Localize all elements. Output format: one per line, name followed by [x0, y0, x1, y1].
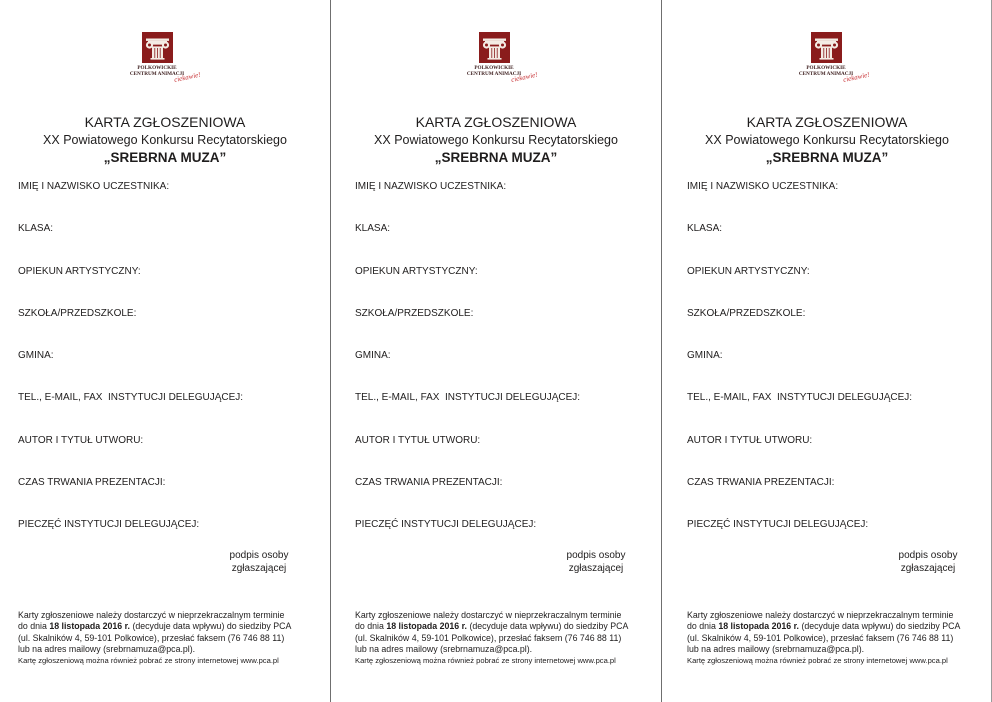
field-label-institution-stamp: PIECZĘĆ INSTYTUCJI DELEGUJĄCEJ:: [687, 519, 869, 530]
contest-subtitle: XX Powiatowego Konkursu Recytatorskiego: [374, 133, 618, 147]
field-label-class: KLASA:: [687, 223, 723, 235]
field-label-participant-name: IMIĘ I NAZWISKO UCZESTNIKA:: [355, 181, 507, 192]
field-label-art-tutor: OPIEKUN ARTYSTYCZNY:: [687, 265, 810, 277]
signature-line-2: zgłaszającej: [568, 563, 624, 574]
logo-slogan: ciekawie!: [173, 70, 202, 84]
instructions-line: (ul. Skalników 4, 59-101 Polkowice), przesłać faksem (76 746 88 11): [18, 632, 285, 643]
instructions-line: (ul. Skalników 4, 59-101 Polkowice), przesłać faksem (76 746 88 11): [355, 632, 622, 643]
instructions-line: lub na adres mailowy (srebrnamuza@pca.pl).: [355, 643, 533, 654]
download-note: Kartę zgłoszeniową można również pobrać ze strony internetowej www.pca.pl: [18, 656, 279, 665]
deadline-prefix: do dnia: [687, 621, 719, 632]
field-label-municipality: GMINA:: [687, 350, 723, 361]
logo-name-line-1: POLKOWICKIE: [137, 65, 177, 71]
field-label-participant-name: IMIĘ I NAZWISKO UCZESTNIKA:: [18, 181, 170, 192]
field-label-municipality: GMINA:: [355, 350, 391, 361]
organization-logo: [117, 32, 202, 90]
organization-logo: [786, 32, 871, 90]
instructions-line: (ul. Skalników 4, 59-101 Polkowice), przesłać faksem (76 746 88 11): [687, 632, 954, 643]
download-note: Kartę zgłoszeniową można również pobrać ze strony internetowej www.pca.pl: [687, 656, 948, 665]
field-label-duration: CZAS TRWANIA PREZENTACJI:: [355, 476, 503, 488]
instructions-line-deadline: [687, 621, 960, 632]
instructions-line: lub na adres mailowy (srebrnamuza@pca.pl).: [687, 643, 865, 654]
logo-name-line-2: CENTRUM ANIMACJI: [466, 71, 522, 77]
signature-label: [892, 549, 964, 575]
signature-label: [223, 549, 295, 575]
logo-name-line-2: CENTRUM ANIMACJI: [129, 71, 185, 77]
field-label-school: SZKOŁA/PRZEDSZKOLE:: [355, 307, 474, 319]
instructions-line-deadline: [18, 621, 291, 632]
field-label-author-and-title: AUTOR I TYTUŁ UTWORU:: [355, 434, 481, 446]
submission-instructions: [18, 610, 291, 666]
form-title: KARTA ZGŁOSZENIOWA: [415, 114, 577, 130]
form-fields: [687, 181, 912, 561]
deadline-prefix: do dnia: [355, 621, 387, 632]
instructions-line: Karty zgłoszeniowe należy dostarczyć w nieprzekraczalnym terminie: [687, 610, 954, 620]
field-label-duration: CZAS TRWANIA PREZENTACJI:: [687, 476, 835, 488]
deadline-suffix: (decyduje data wpływu) do siedziby PCA: [130, 621, 292, 632]
field-label-class: KLASA:: [18, 223, 54, 235]
form-fields: [18, 181, 243, 561]
contest-name: „SREBRNA MUZA”: [765, 150, 889, 165]
deadline-date: 18 listopada 2016 r.: [386, 621, 467, 632]
field-label-author-and-title: AUTOR I TYTUŁ UTWORU:: [18, 434, 144, 446]
instructions-line: Karty zgłoszeniowe należy dostarczyć w nieprzekraczalnym terminie: [18, 610, 285, 620]
submission-instructions: [687, 610, 960, 666]
field-label-institution-contact: TEL., E-MAIL, FAX INSTYTUCJI DELEGUJĄCEJ:: [687, 392, 913, 404]
field-label-institution-stamp: PIECZĘĆ INSTYTUCJI DELEGUJĄCEJ:: [18, 519, 200, 530]
signature-line-2: zgłaszającej: [231, 563, 287, 574]
form-title: KARTA ZGŁOSZENIOWA: [84, 114, 246, 130]
instructions-line: lub na adres mailowy (srebrnamuza@pca.pl).: [18, 643, 196, 654]
form-title: KARTA ZGŁOSZENIOWA: [746, 114, 908, 130]
registration-form-card: [0, 0, 330, 702]
field-label-art-tutor: OPIEKUN ARTYSTYCZNY:: [18, 265, 141, 277]
logo-slogan: ciekawie!: [842, 70, 871, 84]
signature-label: [560, 549, 632, 575]
field-label-class: KLASA:: [355, 223, 391, 235]
deadline-date: 18 listopada 2016 r.: [49, 621, 130, 632]
field-label-school: SZKOŁA/PRZEDSZKOLE:: [18, 307, 137, 319]
instructions-line: Karty zgłoszeniowe należy dostarczyć w nieprzekraczalnym terminie: [355, 610, 622, 620]
logo-name-line-1: POLKOWICKIE: [474, 65, 514, 71]
registration-form-card: [662, 0, 992, 702]
field-label-author-and-title: AUTOR I TYTUŁ UTWORU:: [687, 434, 813, 446]
submission-instructions: [355, 610, 628, 666]
ionic-column-capital-icon: [142, 32, 173, 63]
field-label-participant-name: IMIĘ I NAZWISKO UCZESTNIKA:: [687, 181, 839, 192]
contest-name: „SREBRNA MUZA”: [103, 150, 227, 165]
signature-line-2: zgłaszającej: [900, 563, 956, 574]
field-label-institution-stamp: PIECZĘĆ INSTYTUCJI DELEGUJĄCEJ:: [355, 519, 537, 530]
field-label-municipality: GMINA:: [18, 350, 54, 361]
signature-line-1: podpis osoby: [229, 550, 289, 561]
field-label-duration: CZAS TRWANIA PREZENTACJI:: [18, 476, 166, 488]
deadline-prefix: do dnia: [18, 621, 50, 632]
logo-name-line-2: CENTRUM ANIMACJI: [798, 71, 854, 77]
signature-line-1: podpis osoby: [898, 550, 958, 561]
logo-slogan: ciekawie!: [510, 70, 539, 84]
registration-form-card: [331, 0, 661, 702]
deadline-suffix: (decyduje data wpływu) do siedziby PCA: [467, 621, 629, 632]
instructions-line-deadline: [355, 621, 628, 632]
deadline-suffix: (decyduje data wpływu) do siedziby PCA: [799, 621, 961, 632]
field-label-institution-contact: TEL., E-MAIL, FAX INSTYTUCJI DELEGUJĄCEJ:: [355, 392, 581, 404]
contest-name: „SREBRNA MUZA”: [434, 150, 558, 165]
signature-line-1: podpis osoby: [566, 550, 626, 561]
organization-logo: [454, 32, 539, 90]
field-label-art-tutor: OPIEKUN ARTYSTYCZNY:: [355, 265, 478, 277]
field-label-institution-contact: TEL., E-MAIL, FAX INSTYTUCJI DELEGUJĄCEJ:: [18, 392, 244, 404]
contest-subtitle: XX Powiatowego Konkursu Recytatorskiego: [43, 133, 287, 147]
contest-subtitle: XX Powiatowego Konkursu Recytatorskiego: [705, 133, 949, 147]
ionic-column-capital-icon: [479, 32, 510, 63]
field-label-school: SZKOŁA/PRZEDSZKOLE:: [687, 307, 806, 319]
deadline-date: 18 listopada 2016 r.: [718, 621, 799, 632]
form-fields: [355, 181, 580, 561]
ionic-column-capital-icon: [811, 32, 842, 63]
logo-name-line-1: POLKOWICKIE: [806, 65, 846, 71]
download-note: Kartę zgłoszeniową można również pobrać ze strony internetowej www.pca.pl: [355, 656, 616, 665]
